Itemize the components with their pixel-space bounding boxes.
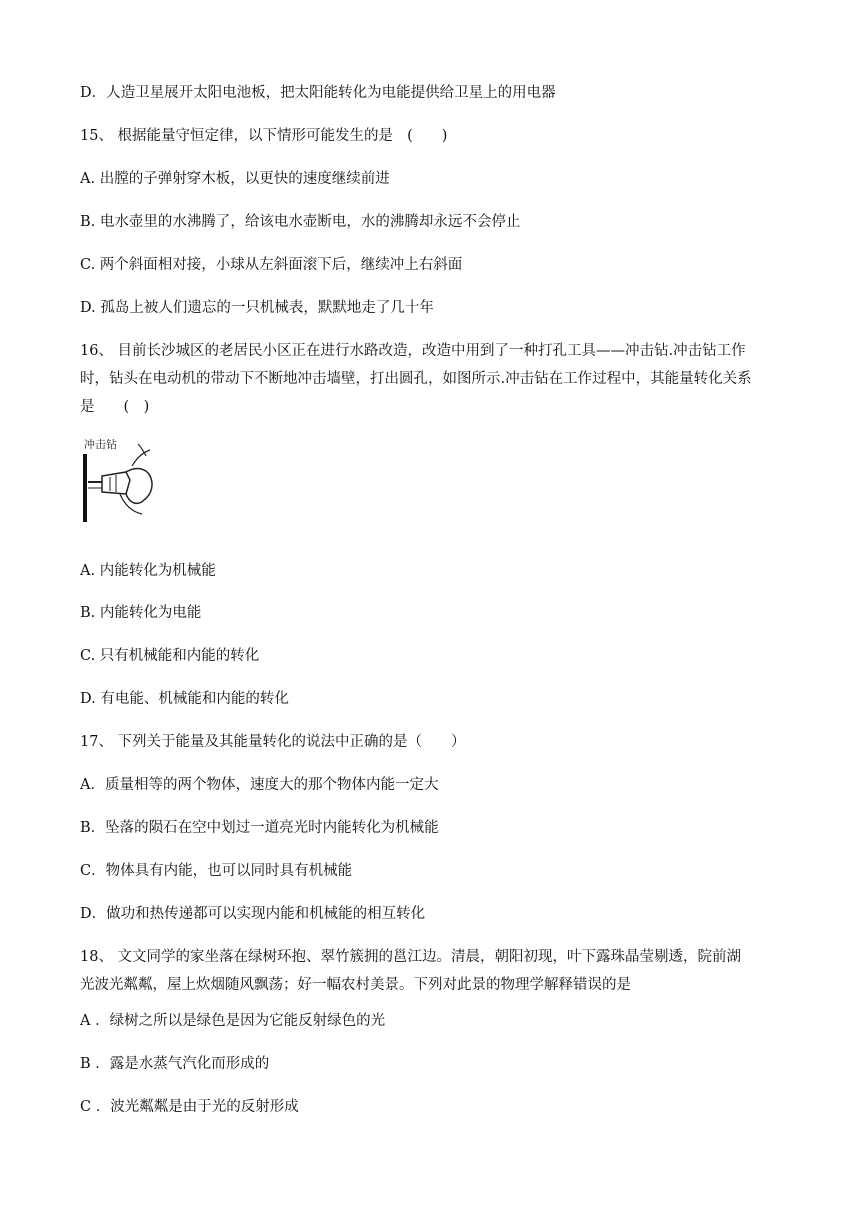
q16-option-d: D. 有电能、机械能和内能的转化 — [80, 691, 289, 707]
q16-option-a: A. 内能转化为机械能 — [80, 563, 216, 579]
q16-option-b: B. 内能转化为电能 — [80, 605, 202, 621]
q16-stem-line: 时，钻头在电动机的带动下不断地冲击墙壁，打出圆孔，如图所示.冲击钻在工作过程中，其能量转化关系 — [80, 371, 752, 387]
q16-stem-line: 是 ( ) — [80, 399, 150, 415]
q15-stem-text: 15、 根据能量守恒定律，以下情形可能发生的是 — [80, 128, 394, 144]
q18-option-a: A ．绿树之所以是绿色是因为它能反射绿色的光 — [80, 1013, 386, 1029]
figure-label: 冲击钻 — [84, 438, 117, 451]
impact-drill-figure — [80, 432, 160, 524]
q14-option-d: D．人造卫星展开太阳电池板，把太阳能转化为电能提供给卫星上的用电器 — [80, 85, 556, 101]
q15-answer-paren: ( ) — [407, 128, 448, 144]
q17-option-c: C．物体具有内能，也可以同时具有机械能 — [80, 863, 353, 879]
q18-stem-line: 光波光粼粼，屋上炊烟随风飘荡；好一幅农村美景。下列对此景的物理学解释错误的是 — [80, 977, 631, 993]
impact-drill-illustration — [80, 432, 160, 524]
q18-stem-line: 18、 文文同学的家坐落在绿树环抱、翠竹簇拥的邕江边。清晨，朝阳初现，叶下露珠晶莹剔透，院前湖 — [80, 949, 742, 965]
q15-option-a: A. 出膛的子弹射穿木板，以更快的速度继续前进 — [80, 171, 390, 187]
q17-stem: 17、 下列关于能量及其能量转化的说法中正确的是（ ） — [80, 734, 466, 750]
q17-option-d: D．做功和热传递都可以实现内能和机械能的相互转化 — [80, 906, 426, 922]
q16-stem — [80, 337, 780, 421]
q17-option-b: B．坠落的陨石在空中划过一道亮光时内能转化为机械能 — [80, 820, 439, 836]
q15-option-b: B. 电水壶里的水沸腾了，给该电水壶断电，水的沸腾却永远不会停止 — [80, 214, 521, 230]
q15-option-d: D. 孤岛上被人们遗忘的一只机械表，默默地走了几十年 — [80, 300, 434, 316]
q15-option-c: C. 两个斜面相对接，小球从左斜面滚下后，继续冲上右斜面 — [80, 257, 463, 273]
q17-option-a: A．质量相等的两个物体，速度大的那个物体内能一定大 — [80, 777, 439, 793]
q15-stem — [80, 126, 447, 146]
q18-stem — [80, 943, 780, 999]
q18-option-c: C ．波光粼粼是由于光的反射形成 — [80, 1099, 299, 1115]
q16-option-c: C. 只有机械能和内能的转化 — [80, 648, 260, 664]
q16-stem-line: 16、 目前长沙城区的老居民小区正在进行水路改造，改造中用到了一种打孔工具——冲击钻.冲击钻工作 — [80, 343, 746, 359]
hand — [126, 469, 152, 504]
wall — [83, 454, 87, 522]
q18-option-b: B ．露是水蒸气汽化而形成的 — [80, 1056, 270, 1072]
